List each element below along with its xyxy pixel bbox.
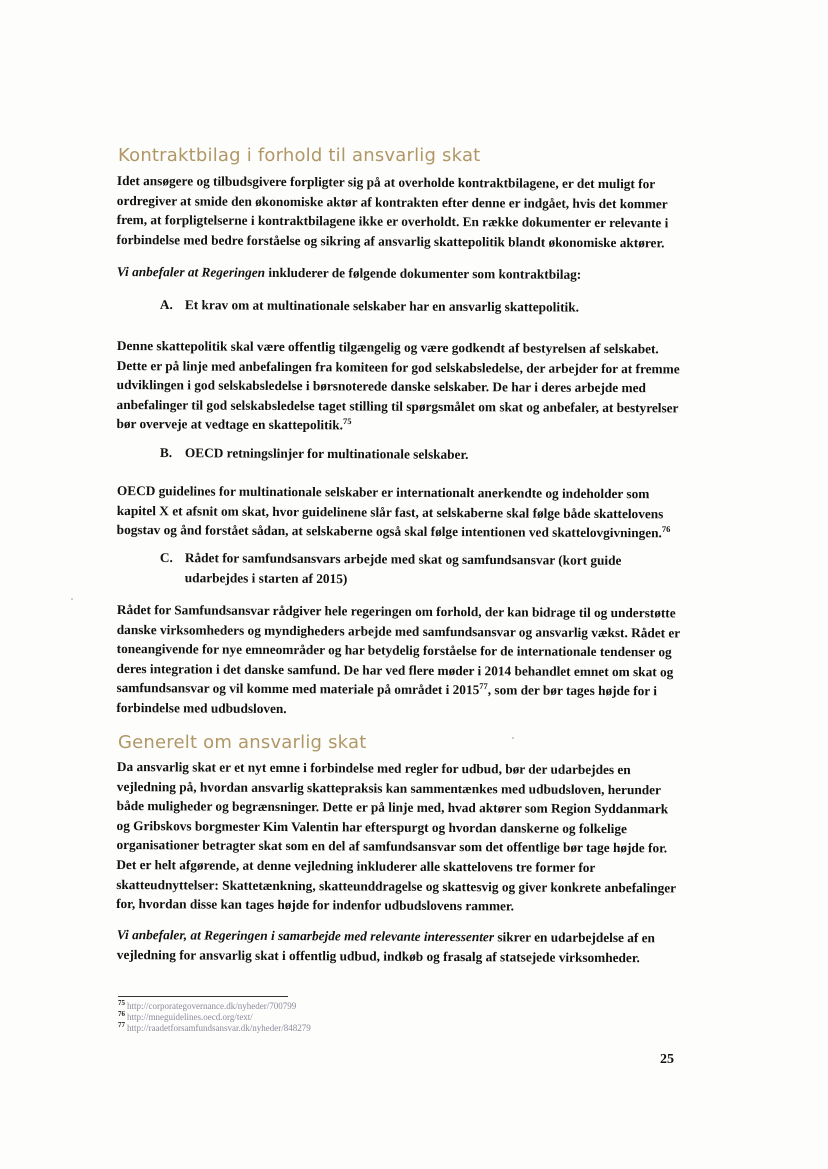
list-text-a: Et krav om at multinationale selskaber har en ansvarlig skattepolitik. <box>184 297 579 315</box>
scan-speck <box>512 737 514 739</box>
recommendation-2-lead: Vi anbefaler, at Regeringen i samarbejde med relevante interessenter <box>116 926 495 945</box>
paragraph-contract-intro: Idet ansøgere og tilbudsgivere forpligter sig på at overholde kontraktbilagene, er det muligt for ordregiver at smide den økonomiske aktør af kontrakten efter denne er indgået, hvis det kommer frem, at forpligtelserne i kontraktbilagene ikke er overholdt. En række dokumenter er relevante i forbindelse med bedre forståelse og sikring af ansvarlig skattepolitik blandt økonomiske aktører. <box>116 172 669 251</box>
tax-policy-text: Denne skattepolitik skal være offentlig tilgængelig og være godkendt af bestyrelsen af selskabet. Dette er på linje med anbefalingen fra komiteen for god selskabsledelse, der arbejder for at fremme udviklingen i god selskabsledelse i børsnoterede danske selskaber. De har i deres arbejde med anbefalinger til god selskabsledelse taget stilling til spørgsmålet om skat og anbefaler, at bestyrelser bør overveje at vedtage en skattepolitik. <box>116 337 680 433</box>
section-heading-general: Generelt om ansvarlig skat <box>118 732 367 753</box>
recommendation-2-text: sikrer en udarbejdelse af en vejledning for ansvarlig skat i offentlig udbud, indkøb og frasalg af statsejede virksomheder. <box>116 929 655 965</box>
paragraph-oecd <box>117 481 682 543</box>
list-item-b <box>160 443 680 466</box>
list-letter-a: A. <box>159 296 173 313</box>
paragraph-recommendation-1 <box>117 262 682 285</box>
footnote-ref-77: 77 <box>479 681 488 692</box>
list-text-b: OECD retningslinjer for multinationale selskaber. <box>184 445 469 462</box>
footnote-ref-75: 75 <box>342 416 352 427</box>
csr-council-text-b: , som der bør tages højde for i forbindelse med udbudsloven. <box>116 682 657 717</box>
footnote-link[interactable]: http://mneguidelines.oecd.org/text/ <box>127 1012 253 1022</box>
list-letter-b: B. <box>159 444 173 461</box>
footnote-ref-76: 76 <box>661 524 671 535</box>
footnote-link[interactable]: http://raadetforsamfundsansvar.dk/nyheder/848279 <box>127 1023 311 1033</box>
footnote-number: 77 <box>118 1021 125 1029</box>
footnote-number: 76 <box>118 1010 125 1018</box>
paragraph-tax-policy <box>116 336 682 437</box>
paragraph-recommendation-2 <box>117 925 682 968</box>
section-heading-contract-annex: Kontraktbilag i forhold til ansvarlig skat <box>118 145 481 166</box>
paragraph-csr-council <box>116 600 682 721</box>
list-item-c <box>160 548 680 590</box>
paragraph-general-tax: Da ansvarlig skat er et nyt emne i forbindelse med regler for udbud, bør der udarbejdes en vejledning på, hvordan ansvarlig skattepraksis kan sammentænkes med udbudsloven, herunder både muligheder og begrænsninger. Dette er på linje med, hvad aktører som Region Syddanmark og Gribskovs borgmester Kim Valentin har efterspurgt og hvordan danskerne og folkelige organisationer betragter skat som en del af samfundsansvar som det offentlige bør tage højde for. Det er helt afgørende, at denne vejledning inkluderer alle skattelovens tre former for skatteudnyttelser: Skattetænkning, skatteunddragelse og skattesvig og giver konkrete anbefalinger for, hvordan disse kan tages højde for indenfor udbudslovens rammer. <box>116 758 676 914</box>
footnote-number: 75 <box>118 999 125 1007</box>
page-number: 25 <box>660 1052 674 1067</box>
recommendation-lead: Vi anbefaler at Regeringen <box>116 263 266 280</box>
list-letter-c: C. <box>159 549 173 566</box>
footnote-link[interactable]: http://corporategovernance.dk/nyheder/700799 <box>127 1001 297 1011</box>
oecd-text: OECD guidelines for multinationale selskaber er internationalt anerkendte og indeholder som kapitel X et afsnit om skat, hvor guidelinene slår fast, at selskaberne skal følge både skattelovens bogstav og ånd forstået sådan, at selskaberne også skal følge intentionen ved skattelovgivningen. <box>116 482 664 541</box>
csr-council-text-a: Rådet for Samfundsansvar rådgiver hele regeringen om forhold, der kan bidrage til og understøtte danske virksomheders og myndigheders arbejde med samfundsansvar og ansvarlig vækst. Rådet er toneangivende for nye emneområder og har betydelig forståelse for de internationale tendenser og deres integration i det danske samfund. De har ved flere møder i 2014 behandlet emnet om skat og samfundsansvar og vil komme med materiale på området i 2015 <box>116 601 681 698</box>
footnote-77 <box>118 1021 311 1033</box>
recommendation-text: inkluderer de følgende dokumenter som kontraktbilag: <box>265 264 582 282</box>
footnote-divider <box>118 996 288 997</box>
list-item-a <box>160 295 680 318</box>
scan-speck <box>71 598 73 600</box>
list-text-c: Rådet for samfundsansvars arbejde med skat og samfundsansvar (kort guide udarbejdes i starten af 2015) <box>184 550 622 586</box>
